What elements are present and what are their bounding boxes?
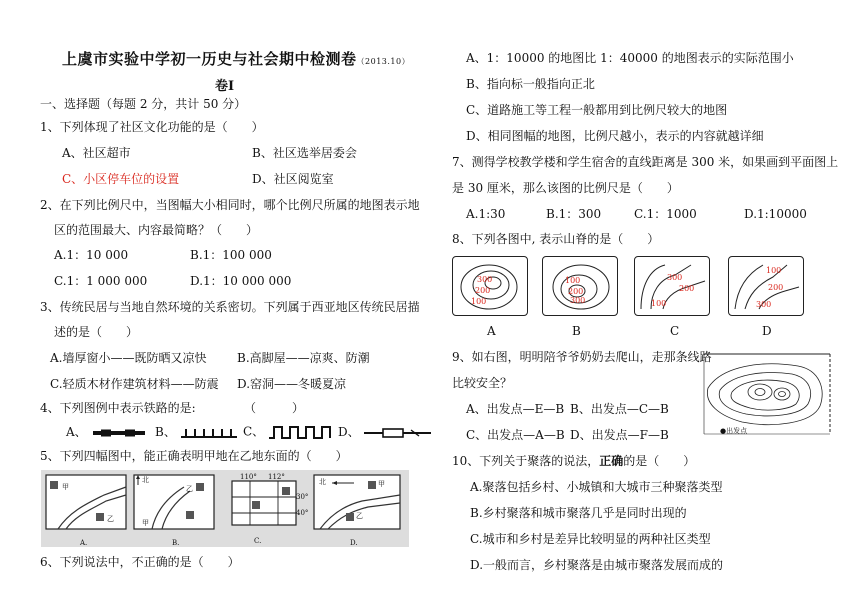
q9-option-d[interactable]: D、出发点—F—B xyxy=(570,428,669,442)
boundary-symbol-icon xyxy=(180,427,238,439)
q4-option-d-label: D、 xyxy=(338,425,360,439)
q3-option-d[interactable]: D.窑洞——冬暖夏凉 xyxy=(237,377,347,391)
q10-stem-pre: 10、下列关于聚落的说法， xyxy=(452,454,600,468)
q4-option-b-label: B、 xyxy=(155,425,176,439)
q4-option-d[interactable] xyxy=(338,426,433,439)
q1-option-b[interactable]: B、社区选举居委会 xyxy=(252,146,357,160)
q1-option-a[interactable]: A、社区超市 xyxy=(62,146,131,160)
q8-c-label-300: 300 xyxy=(667,273,683,282)
q5-option-b[interactable]: B. xyxy=(172,539,180,547)
q6-stem: 6、下列说法中，不正确的是（ ） xyxy=(40,555,240,569)
q8-b-label-300: 300 xyxy=(570,296,586,305)
q5-b-bei: 北 xyxy=(142,476,149,484)
q7-option-c[interactable]: C.1：1000 xyxy=(634,207,697,221)
q5-map-a xyxy=(44,473,128,537)
q8-option-d[interactable]: D xyxy=(762,324,772,338)
q9-stem-line2: 比较安全？ xyxy=(452,376,513,390)
q3-option-b[interactable]: B.高脚屋——凉爽、防潮 xyxy=(237,351,370,365)
q9-option-a[interactable]: A、出发点—E—B xyxy=(466,402,565,416)
q5-a-yi: 乙 xyxy=(107,515,114,523)
q6-option-b[interactable]: B、指向标一般指向正北 xyxy=(466,77,595,91)
q3-stem-line1: 3、传统民居与当地自然环境的关系密切。下列属于西亚地区传统民居描 xyxy=(40,300,420,314)
q8-map-c xyxy=(634,256,710,316)
q2-stem-line1: 2、在下列比例尺中，当图幅大小相同时，哪个比例尺所属的地图表示地 xyxy=(40,198,420,212)
q8-d-label-300: 300 xyxy=(756,300,772,309)
q4-option-c[interactable] xyxy=(243,424,332,440)
q10-option-a[interactable]: A.聚落包括乡村、小城镇和大城市三种聚落类型 xyxy=(470,480,723,494)
q8-map-c-contours xyxy=(635,257,709,315)
q1-option-c[interactable]: C、小区停车位的设置 xyxy=(62,172,180,186)
railway-symbol-icon xyxy=(91,427,147,439)
q8-map-a xyxy=(452,256,528,316)
q4-option-c-label: C、 xyxy=(243,424,265,439)
q8-map-a-contours xyxy=(453,257,527,315)
q5-option-d[interactable]: D. xyxy=(350,539,358,547)
q5-d-bei: 北 xyxy=(319,478,326,486)
q6-option-c[interactable]: C、道路施工等工程一般都用到比例尺较大的地图 xyxy=(466,103,728,117)
q2-stem-line2: 区的范围最大、内容最简略？（ ） xyxy=(54,223,259,237)
q4-stem: 4、下列图例中表示铁路的是: xyxy=(40,401,196,415)
q8-option-a[interactable]: A xyxy=(487,324,496,338)
q5-stem: 5、下列四幅图中，能正确表明甲地在乙地东面的（ ） xyxy=(40,449,348,463)
q3-option-a[interactable]: A.墙厚窗小——既防晒又凉快 xyxy=(50,351,207,365)
volume-label: 卷Ⅰ xyxy=(215,79,235,94)
q8-c-label-200: 200 xyxy=(679,284,695,293)
q5-d-jia: 甲 xyxy=(378,480,385,488)
q10-stem-bold: 正确 xyxy=(599,454,624,468)
q7-stem-line1: 7、测得学校教学楼和学生宿舍的直线距离是 300 米，如果画到平面图上 xyxy=(452,155,839,169)
q8-a-label-200: 200 xyxy=(475,286,491,295)
q10-option-c[interactable]: C.城市和乡村是差异比较明显的两种社区类型 xyxy=(470,532,711,546)
page-title xyxy=(62,52,410,67)
section-heading: 一、选择题（每题 2 分，共计 50 分） xyxy=(40,97,247,111)
title-text: 上虞市实验中学初一历史与社会期中检测卷 xyxy=(62,50,357,68)
q4-option-b[interactable] xyxy=(155,426,238,439)
q8-map-b xyxy=(542,256,618,316)
q8-c-label-100: 100 xyxy=(651,299,667,308)
q1-option-d[interactable]: D、社区阅览室 xyxy=(252,172,334,186)
q4-option-a[interactable] xyxy=(66,426,147,439)
q5-c-lat2: 40° xyxy=(296,509,309,517)
q8-d-label-100: 100 xyxy=(766,266,782,275)
q5-a-jia: 甲 xyxy=(62,483,69,491)
great-wall-symbol-icon xyxy=(268,424,332,440)
q8-option-b[interactable]: B xyxy=(572,324,581,338)
q6-option-a[interactable]: A、1：10000 的地图比 1：40000 的地图表示的实际范围小 xyxy=(466,51,794,65)
q8-stem: 8、下列各图中, 表示山脊的是（ ） xyxy=(452,232,660,246)
q5-map-c xyxy=(222,473,308,537)
q7-option-b[interactable]: B.1：300 xyxy=(546,207,602,221)
q8-map-b-contours xyxy=(543,257,617,315)
q2-option-d[interactable]: D.1：10 000 000 xyxy=(190,274,292,288)
q10-option-b[interactable]: B.乡村聚落和城市聚落几乎是同时出现的 xyxy=(470,506,687,520)
q10-stem-post: 的是（ ） xyxy=(623,454,696,468)
q9-option-b[interactable]: B、出发点—C—B xyxy=(570,402,669,416)
q4-option-a-label: A、 xyxy=(66,425,87,439)
q8-b-label-100: 100 xyxy=(565,276,581,285)
q5-b-yi: 乙 xyxy=(186,485,193,493)
q2-option-c[interactable]: C.1：1 000 000 xyxy=(54,274,148,288)
q10-option-d[interactable]: D.一般而言，乡村聚落是由城市聚落发展而成的 xyxy=(470,558,724,572)
q2-option-a[interactable]: A.1：10 000 xyxy=(54,248,129,262)
q9-stem-line1: 9、如右图，明明陪爷爷奶奶去爬山，走那条线路 xyxy=(452,350,712,364)
q7-stem-line2: 是 30 厘米，那么该图的比例尺是（ ） xyxy=(452,181,679,195)
q3-option-c[interactable]: C.轻质木材作建筑材料——防震 xyxy=(50,377,219,391)
q1-stem: 1、下列体现了社区文化功能的是（ ） xyxy=(40,120,264,134)
q5-c-lon1: 110° xyxy=(240,473,257,481)
q10-stem xyxy=(452,455,695,467)
q3-stem-line2: 述的是（ ） xyxy=(54,325,139,339)
tunnel-symbol-icon xyxy=(363,427,433,439)
q5-b-jia: 甲 xyxy=(142,519,149,527)
q5-c-lat1: 30° xyxy=(296,493,309,501)
q9-option-c[interactable]: C、出发点—A—B xyxy=(466,428,565,442)
q7-option-a[interactable]: A.1:30 xyxy=(466,207,506,221)
q6-option-d[interactable]: D、相同图幅的地图，比例尺越小，表示的内容就越详细 xyxy=(466,129,764,143)
q9-contour-map xyxy=(702,352,834,438)
q2-option-b[interactable]: B.1：100 000 xyxy=(190,248,272,262)
q8-a-label-100: 100 xyxy=(471,297,487,306)
q5-c-lon2: 112° xyxy=(268,473,285,481)
q8-d-label-200: 200 xyxy=(768,283,784,292)
title-date: （2013.10） xyxy=(356,57,411,66)
q8-option-c[interactable]: C xyxy=(670,324,680,338)
q8-b-label-200: 200 xyxy=(568,287,584,296)
q5-option-a[interactable]: A. xyxy=(80,539,88,547)
q9-start-label: ●出发点 xyxy=(720,427,748,435)
q8-a-label-300: 300 xyxy=(477,275,493,284)
q7-option-d[interactable]: D.1:10000 xyxy=(744,207,807,221)
q5-d-yi: 乙 xyxy=(356,512,363,520)
q5-option-c[interactable]: C. xyxy=(254,537,262,545)
q4-paren: （ ） xyxy=(244,401,305,415)
